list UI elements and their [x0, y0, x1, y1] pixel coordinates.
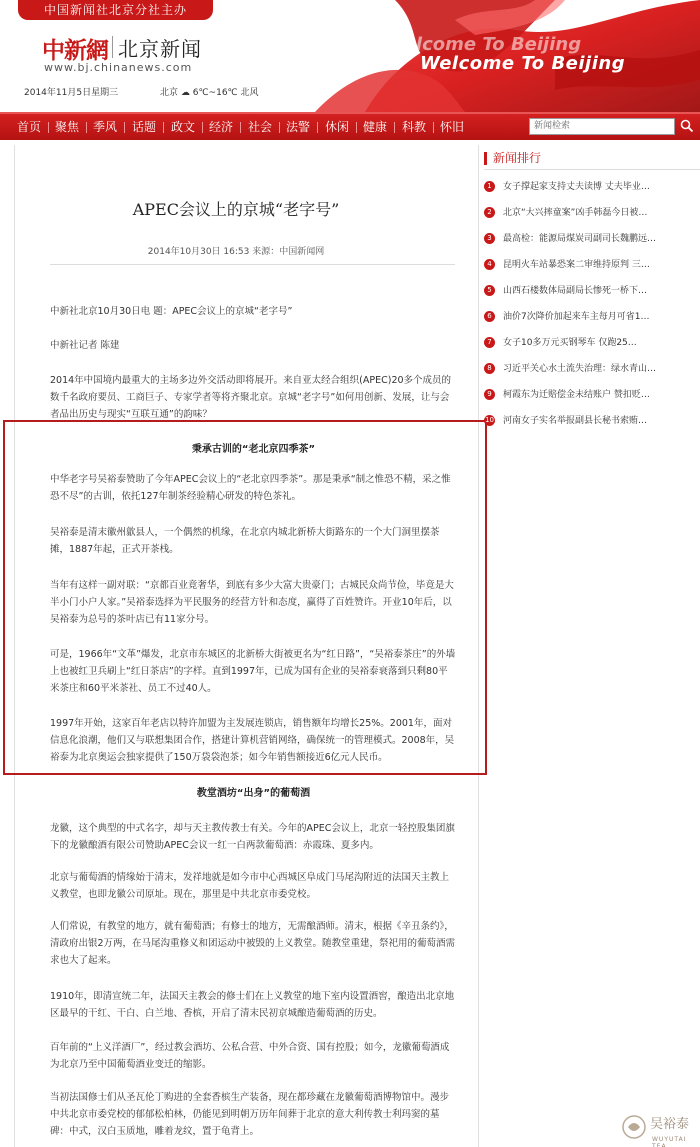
nav-divider: [86, 122, 87, 133]
ranking-item[interactable]: [484, 360, 696, 381]
article-paragraph: 吴裕泰是清末徽州歙县人，一个偶然的机缘，在北京内城北新桥大街路东的一个大门洞里摆茶摊，1887年起，正式开茶栈。: [50, 527, 440, 555]
rank-badge-icon: 3: [484, 233, 495, 244]
nav-item-season[interactable]: 季风: [93, 120, 118, 134]
nav-divider: [394, 122, 395, 133]
article-paragraph: 人们常说，有教堂的地方，就有葡萄酒；有修士的地方，无需酿酒师。清末，根据《辛丑条约》，清政府出银2万两，在马尾沟重修义和团运动中被毁的上义教堂。随教堂重建，祭祀用的葡萄酒需求也大了起来。: [50, 921, 456, 966]
ranking-item[interactable]: [484, 412, 696, 433]
article-paragraph: 2014年中国境内最重大的主场多边外交活动即将展开。来自亚太经合组织(APEC)20多个成员的数千名政府要员、工商巨子、专家学者等将齐聚北京。京城“老字号”如何用创新、发展，让与会者品出历史与现实“互联互通”的韵味？: [50, 375, 452, 420]
rank-badge-icon: 4: [484, 259, 495, 270]
ranking-item[interactable]: [484, 308, 696, 329]
ranking-link[interactable]: 习近平关心水土流失治理：绿水青山…: [503, 364, 657, 374]
article-paragraph: 1997年开始，这家百年老店以特许加盟为主发展连锁店，销售额年均增长25%。2001年，面对信息化浪潮，他们又与联想集团合作，搭建计算机营销网络，确保统一的管理模式。2008年，吴裕泰为北京奥运会独家提供了150万袋袋泡茶；如今年销售额接近6亿元人民币。: [50, 718, 455, 763]
organizer-tab: 中国新闻社北京分社主办: [18, 0, 213, 20]
rank-badge-icon: 1: [484, 181, 495, 192]
ranking-item[interactable]: [484, 334, 696, 355]
watermark-subtitle: WUYUTAI TEA: [652, 1136, 687, 1147]
article-title: APEC会议上的京城“老字号”: [132, 200, 340, 219]
site-name: 北京新闻: [118, 37, 202, 61]
nav-divider: [356, 122, 357, 133]
welcome-ghost-text: Welcome To Beijing: [385, 34, 582, 55]
article-paragraph: 中新社记者 陈建: [50, 340, 120, 351]
search-icon[interactable]: [680, 119, 694, 133]
ranking-item[interactable]: [484, 230, 696, 251]
nav-divider: [163, 122, 164, 133]
nav-divider: [240, 122, 241, 133]
ranking-link[interactable]: 山西石楼数体局副局长惨死一桥下…: [503, 286, 648, 296]
section-heading: 教堂酒坊“出身”的葡萄酒: [196, 788, 311, 799]
nav-item-law[interactable]: 法警: [286, 120, 311, 134]
site-url: www.bj.chinanews.com: [44, 61, 193, 74]
article-paragraph: 1910年，即清宣统二年，法国天主教会的修士们在上义教堂的地下室内设置酒窖，酿造出北京地区最早的干红、干白、白兰地、香槟，开启了清末民初京城酿造葡萄酒的历史。: [50, 991, 455, 1019]
ranking-link[interactable]: 河南女子实名举报副县长秘书索贿…: [503, 416, 648, 426]
ranking-item[interactable]: [484, 256, 696, 277]
rank-badge-icon: 7: [484, 337, 495, 348]
title-accent-bar: [484, 152, 487, 165]
article-paragraph: 中华老字号吴裕泰赞助了今年APEC会议上的“老北京四季茶”。那是秉承“制之惟恐不精，采之惟恐不尽”的古训，依托127年制茶经验精心研发的特色茶礼。: [50, 474, 451, 502]
news-ranking-title: 新闻排行: [493, 151, 542, 165]
rank-badge-icon: 2: [484, 207, 495, 218]
article-paragraph: 龙徽，这个典型的中式名字，却与天主教传教士有关。今年的APEC会议上，北京一轻控股集团旗下的龙徽酿酒有限公司赞助APEC会议一红一白两款葡萄酒：赤霞珠、夏多内。: [50, 823, 455, 851]
ranking-link[interactable]: 北京“大兴摔童案”凶手韩磊今日被…: [503, 208, 648, 218]
ranking-item[interactable]: [484, 204, 696, 225]
nav-item-society[interactable]: 社会: [248, 120, 273, 134]
logo-divider: [112, 36, 113, 58]
article-paragraph: 当初法国修士们从圣瓦伦丁购进的全套香槟生产装备，现在都珍藏在龙徽葡萄酒博物馆中。漫步中共北京市委党校的郁郁松柏林，仍能见到明朝万历年间葬于北京的意大利传教士利玛窦的墓碑：中式，汉白玉质地，雕着龙纹，置于龟背上。: [50, 1092, 450, 1137]
nav-item-leisure[interactable]: 休闲: [325, 120, 350, 134]
nav-item-focus[interactable]: 聚焦: [55, 120, 80, 134]
nav-item-education[interactable]: 科教: [402, 120, 427, 134]
nav-divider: [124, 122, 125, 133]
nav-divider: [202, 122, 203, 133]
nav-item-economy[interactable]: 经济: [209, 120, 234, 134]
article-divider: [50, 264, 455, 265]
nav-item-home[interactable]: 首页: [17, 120, 42, 134]
ranking-link[interactable]: 女子撑起家支持丈夫读博 丈夫毕业…: [503, 182, 650, 192]
ranking-link[interactable]: 昆明火车站暴恐案二审维持原判 三…: [503, 260, 650, 270]
article-paragraph: 中新社北京10月30日电 题：APEC会议上的京城“老字号”: [50, 306, 293, 317]
ranking-link[interactable]: 最高检：能源局煤炭司副司长魏鹏远…: [503, 234, 657, 244]
ranking-link[interactable]: 油价7次降价加起来车主每月可省1…: [503, 312, 650, 322]
rank-badge-icon: 9: [484, 389, 495, 400]
rank-badge-icon: 5: [484, 285, 495, 296]
nav-divider: [279, 122, 280, 133]
nav-divider: [433, 122, 434, 133]
nav-item-topics[interactable]: 话题: [132, 120, 157, 134]
ranking-link[interactable]: 女子10多万元买钢琴车 仅跑25…: [503, 338, 637, 348]
welcome-text: Welcome To Beijing: [420, 53, 626, 74]
ranking-item[interactable]: [484, 386, 696, 407]
rank-badge-icon: 10: [485, 416, 494, 424]
ranking-link[interactable]: 柯霞东为迁赔偿金未结账户 赞扣贬…: [503, 390, 650, 400]
watermark-brand: 吴裕泰: [650, 1117, 690, 1132]
nav-divider: [317, 122, 318, 133]
search-input[interactable]: 新闻检索: [529, 118, 675, 135]
rank-badge-icon: 8: [484, 363, 495, 374]
article-paragraph: 北京与葡萄酒的情缘始于清末，发祥地就是如今市中心西城区阜成门马尾沟附近的法国天主教上义教堂，也即龙徽公司原址。现在，那里是中共北京市委党校。: [50, 872, 450, 900]
weather-info: 北京 ☁ 6℃~16℃ 北风: [160, 88, 259, 98]
article-paragraph: 当年有这样一副对联：“京都百业竟奢华，到底有多少大富大贵豪门；古城民众尚节俭，毕竟是大半小门小户人家。”吴裕泰选择为平民服务的经营方针和态度，赢得了百姓赞许。开业10年后，以吴裕泰为总号的茶叶店已有11家分号。: [50, 580, 454, 625]
nav-item-politics[interactable]: 政文: [171, 120, 196, 134]
ranking-item[interactable]: [484, 282, 696, 303]
ranking-item[interactable]: [484, 178, 696, 199]
chinanews-logo[interactable]: 中新網: [42, 37, 108, 64]
article-paragraph: 百年前的“上义洋酒厂”，经过教会酒坊、公私合营、中外合资、国有控股；如今，龙徽葡萄酒成为北京乃至中国葡萄酒业变迁的缩影。: [50, 1042, 450, 1070]
nav-item-nostalgia[interactable]: 怀旧: [440, 120, 465, 134]
nav-item-health[interactable]: 健康: [363, 120, 388, 134]
article-paragraph: 可是，1966年“文革”爆发，北京市东城区的北新桥大街被更名为“红日路”，“吴裕泰茶庄”的外墙上也被红卫兵刷上“红日茶店”的字样。直到1997年，已成为国有企业的吴裕泰衰落到只剩80平米茶庄和60平米茶社、员工不过40人。: [50, 649, 456, 694]
section-heading: 秉承古训的“老北京四季茶”: [191, 444, 316, 455]
current-date: 2014年11月5日星期三: [24, 88, 119, 98]
article-meta: 2014年10月30日 16:53 来源：中国新闻网: [147, 247, 325, 257]
nav-divider: [48, 122, 49, 133]
news-ranking-header: [484, 148, 700, 170]
rank-badge-icon: 6: [484, 311, 495, 322]
main-nav: [0, 112, 700, 140]
